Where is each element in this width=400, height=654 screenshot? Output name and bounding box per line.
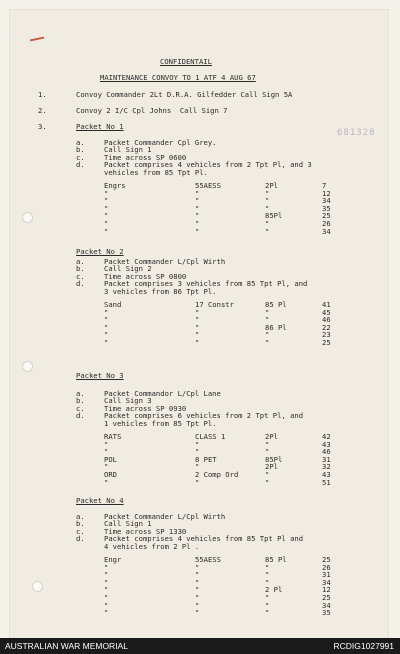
table-cell-sub-unit: " (195, 477, 200, 487)
packet-line-text: Packet comprises 6 vehicles from 2 Tpt Pl, and (104, 411, 304, 421)
table-cell-vehicle: 26 (322, 219, 331, 228)
table-cell-vehicle: 32 (322, 462, 331, 472)
table-cell-platoon: " (265, 188, 270, 198)
table-cell-sub-unit: " (195, 608, 200, 618)
item-number: 3. (38, 122, 47, 131)
packet-line-text: Call Sign 1 (104, 145, 152, 155)
table-cell-sub-unit: " (195, 585, 200, 595)
packet-line-letter: b. (76, 396, 85, 406)
packet-line-letter: d. (76, 279, 85, 289)
table-cell-unit: " (104, 188, 109, 198)
table-cell-unit: Sand (104, 300, 122, 309)
table-cell-platoon: 86 Pl (265, 322, 287, 332)
table-cell-unit: " (104, 211, 109, 221)
table-cell-platoon: 85Pl (265, 211, 283, 221)
table-cell-unit: " (104, 600, 109, 610)
table-cell-platoon: " (265, 226, 270, 236)
table-cell-unit: " (104, 322, 109, 332)
table-cell-sub-unit: " (195, 203, 200, 213)
packet-line-letter: a. (76, 257, 85, 266)
table-cell-vehicle: 23 (322, 330, 331, 340)
table-cell-sub-unit: 8 PET (195, 454, 217, 464)
packet-heading: Packet No 3 (76, 371, 124, 380)
table-cell-unit: " (104, 593, 109, 602)
table-cell-platoon: 85 Pl (265, 555, 287, 564)
table-cell-sub-unit: " (195, 322, 200, 332)
table-cell-unit: " (104, 608, 109, 618)
table-cell-sub-unit: 2 Comp Ord (195, 470, 239, 479)
faint-stamp: 681328 (337, 128, 376, 138)
table-cell-platoon: " (265, 439, 270, 449)
packet-line-letter: b. (76, 519, 85, 529)
table-cell-vehicle: 46 (322, 447, 331, 457)
table-cell-unit: " (104, 338, 109, 347)
table-cell-vehicle: 12 (322, 585, 331, 595)
packet-line-text: Call Sign 3 (104, 396, 152, 406)
table-cell-vehicle: 51 (322, 477, 331, 487)
packet-line-text: Packet comprises 4 vehicles from 85 Tpt Pl and (104, 534, 304, 544)
table-cell-vehicle: 25 (322, 555, 331, 564)
table-cell-platoon: " (265, 219, 270, 228)
table-cell-sub-unit: " (195, 600, 200, 610)
packet-line-text: Time across SP 1330 (104, 526, 187, 536)
table-cell-sub-unit: " (195, 447, 200, 457)
packet-line-letter: c. (76, 403, 85, 413)
table-cell-vehicle: 43 (322, 439, 331, 449)
table-cell-unit: " (104, 577, 109, 587)
table-cell-vehicle: 43 (322, 470, 331, 479)
table-cell-sub-unit: " (195, 315, 200, 325)
table-cell-platoon: " (265, 203, 270, 213)
table-cell-vehicle: 34 (322, 577, 331, 587)
table-cell-vehicle: 25 (322, 338, 331, 347)
table-cell-sub-unit: " (195, 593, 200, 602)
table-cell-vehicle: 34 (322, 196, 331, 206)
table-cell-platoon: " (265, 593, 270, 602)
table-cell-sub-unit: " (195, 570, 200, 580)
packet-line-text: Call Sign 1 (104, 519, 152, 529)
table-cell-vehicle: 35 (322, 608, 331, 618)
table-cell-unit: " (104, 585, 109, 595)
table-cell-sub-unit: " (195, 196, 200, 206)
packet-line-text: 1 vehicles from 85 Tpt Pl. (104, 418, 217, 428)
table-cell-unit: RATS (104, 432, 122, 441)
table-cell-vehicle: 22 (322, 322, 331, 332)
table-cell-platoon: " (265, 577, 270, 587)
table-cell-unit: POL (104, 454, 117, 464)
packet-heading: Packet No 2 (76, 247, 124, 256)
table-cell-sub-unit: " (195, 219, 200, 228)
footer-source: AUSTRALIAN WAR MEMORIAL (5, 641, 128, 651)
packet-line-text: 4 vehicles from 2 Pl . (104, 541, 200, 551)
packet-line-letter: d. (76, 534, 85, 544)
table-cell-vehicle: 42 (322, 432, 331, 441)
table-cell-vehicle: 12 (322, 188, 331, 198)
table-cell-platoon: 85Pl (265, 454, 283, 464)
table-cell-sub-unit: " (195, 226, 200, 236)
packet-line-letter: a. (76, 138, 85, 147)
punch-hole (22, 361, 33, 372)
document-title: MAINTENANCE CONVOY TO 1 ATF 4 AUG 67 (100, 73, 256, 82)
table-cell-vehicle: 34 (322, 600, 331, 610)
table-cell-vehicle: 25 (322, 211, 331, 221)
table-cell-platoon: " (265, 570, 270, 580)
table-cell-unit: " (104, 330, 109, 340)
table-cell-sub-unit: 55AESS (195, 181, 221, 190)
packet-line-text: Time across SP 0600 (104, 152, 187, 162)
table-cell-unit: Engrs (104, 181, 126, 190)
packet-line-letter: d. (76, 411, 85, 421)
table-cell-unit: " (104, 203, 109, 213)
table-cell-platoon: 2Pl (265, 432, 278, 441)
punch-hole (22, 212, 33, 223)
table-cell-platoon: " (265, 196, 270, 206)
table-cell-unit: " (104, 462, 109, 472)
packet-line-text: Call Sign 2 (104, 264, 152, 274)
table-cell-platoon: 2Pl (265, 181, 278, 190)
table-cell-sub-unit: " (195, 188, 200, 198)
table-cell-sub-unit: CLASS 1 (195, 432, 226, 441)
table-cell-vehicle: 7 (322, 181, 327, 190)
packet-line-text: Packet Commander Cpl Grey. (104, 138, 217, 147)
table-cell-platoon: " (265, 330, 270, 340)
table-cell-platoon: 2 Pl (265, 585, 283, 595)
packet-line-letter: d. (76, 160, 85, 170)
table-cell-sub-unit: " (195, 330, 200, 340)
table-cell-unit: " (104, 570, 109, 580)
packet-heading: Packet No 1 (76, 122, 124, 131)
packet-line-text: Packet comprises 4 vehicles from 2 Tpt Pl, and 3 (104, 160, 312, 170)
table-cell-unit: " (104, 315, 109, 325)
item-text: Convoy Commander 2Lt D.R.A. Gilfedder Call Sign 5A (76, 90, 293, 99)
table-cell-platoon: " (265, 307, 270, 317)
table-cell-platoon: " (265, 608, 270, 618)
packet-line-letter: c. (76, 152, 85, 162)
packet-line-letter: b. (76, 145, 85, 155)
classification-heading: CONFIDENTAIL (160, 57, 212, 66)
item-number: 2. (38, 106, 47, 115)
packet-line-text: Packet Commander L/Cpl Wirth (104, 512, 226, 521)
item-text: Convoy 2 I/C Cpl Johns Call Sign 7 (76, 106, 228, 115)
packet-line-letter: a. (76, 389, 85, 398)
table-cell-unit: Engr (104, 555, 122, 564)
table-cell-unit: " (104, 226, 109, 236)
packet-line-text: vehicles from 85 Tpt Pl. (104, 167, 208, 177)
table-cell-platoon: " (265, 315, 270, 325)
table-cell-platoon: " (265, 338, 270, 347)
packet-line-text: Packet Commander L/Cpl Wirth (104, 257, 226, 266)
table-cell-sub-unit: " (195, 211, 200, 221)
table-cell-unit: " (104, 307, 109, 317)
table-cell-sub-unit: 17 Constr (195, 300, 234, 309)
table-cell-sub-unit: " (195, 462, 200, 472)
table-cell-unit: " (104, 562, 109, 572)
table-cell-platoon: " (265, 562, 270, 572)
packet-line-text: Packet comprises 3 vehicles from 85 Tpt Pl, and (104, 279, 308, 289)
table-cell-unit: " (104, 477, 109, 487)
packet-heading: Packet No 4 (76, 496, 124, 505)
packet-line-text: Time across SP 0800 (104, 271, 187, 281)
table-cell-sub-unit: 55AESS (195, 555, 221, 564)
packet-line-letter: c. (76, 526, 85, 536)
table-cell-vehicle: 31 (322, 570, 331, 580)
table-cell-unit: " (104, 439, 109, 449)
table-cell-vehicle: 45 (322, 307, 331, 317)
table-cell-unit: " (104, 447, 109, 457)
table-cell-unit: " (104, 219, 109, 228)
table-cell-platoon: " (265, 600, 270, 610)
table-cell-vehicle: 46 (322, 315, 331, 325)
table-cell-sub-unit: " (195, 338, 200, 347)
table-cell-sub-unit: " (195, 439, 200, 449)
table-cell-unit: ORD (104, 470, 117, 479)
table-cell-platoon: " (265, 470, 270, 479)
table-cell-vehicle: 26 (322, 562, 331, 572)
packet-line-text: Time across SP 0930 (104, 403, 187, 413)
table-cell-platoon: " (265, 477, 270, 487)
table-cell-vehicle: 41 (322, 300, 331, 309)
table-cell-vehicle: 35 (322, 203, 331, 213)
packet-line-letter: c. (76, 271, 85, 281)
table-cell-unit: " (104, 196, 109, 206)
table-cell-platoon: 85 Pl (265, 300, 287, 309)
table-cell-vehicle: 25 (322, 593, 331, 602)
table-cell-sub-unit: " (195, 577, 200, 587)
table-cell-sub-unit: " (195, 307, 200, 317)
table-cell-vehicle: 31 (322, 454, 331, 464)
table-cell-platoon: " (265, 447, 270, 457)
packet-line-text: 3 vehicles from 86 Tpt Pl. (104, 286, 217, 296)
table-cell-sub-unit: " (195, 562, 200, 572)
footer-bar (0, 638, 400, 654)
packet-line-text: Packet Commandor L/Cpl Lane (104, 389, 221, 398)
packet-line-letter: a. (76, 512, 85, 521)
item-number: 1. (38, 90, 47, 99)
footer-id: RCDIG1027991 (333, 641, 394, 651)
table-cell-vehicle: 34 (322, 226, 331, 236)
punch-hole (32, 581, 43, 592)
packet-line-letter: b. (76, 264, 85, 274)
table-cell-platoon: 2Pl (265, 462, 278, 472)
